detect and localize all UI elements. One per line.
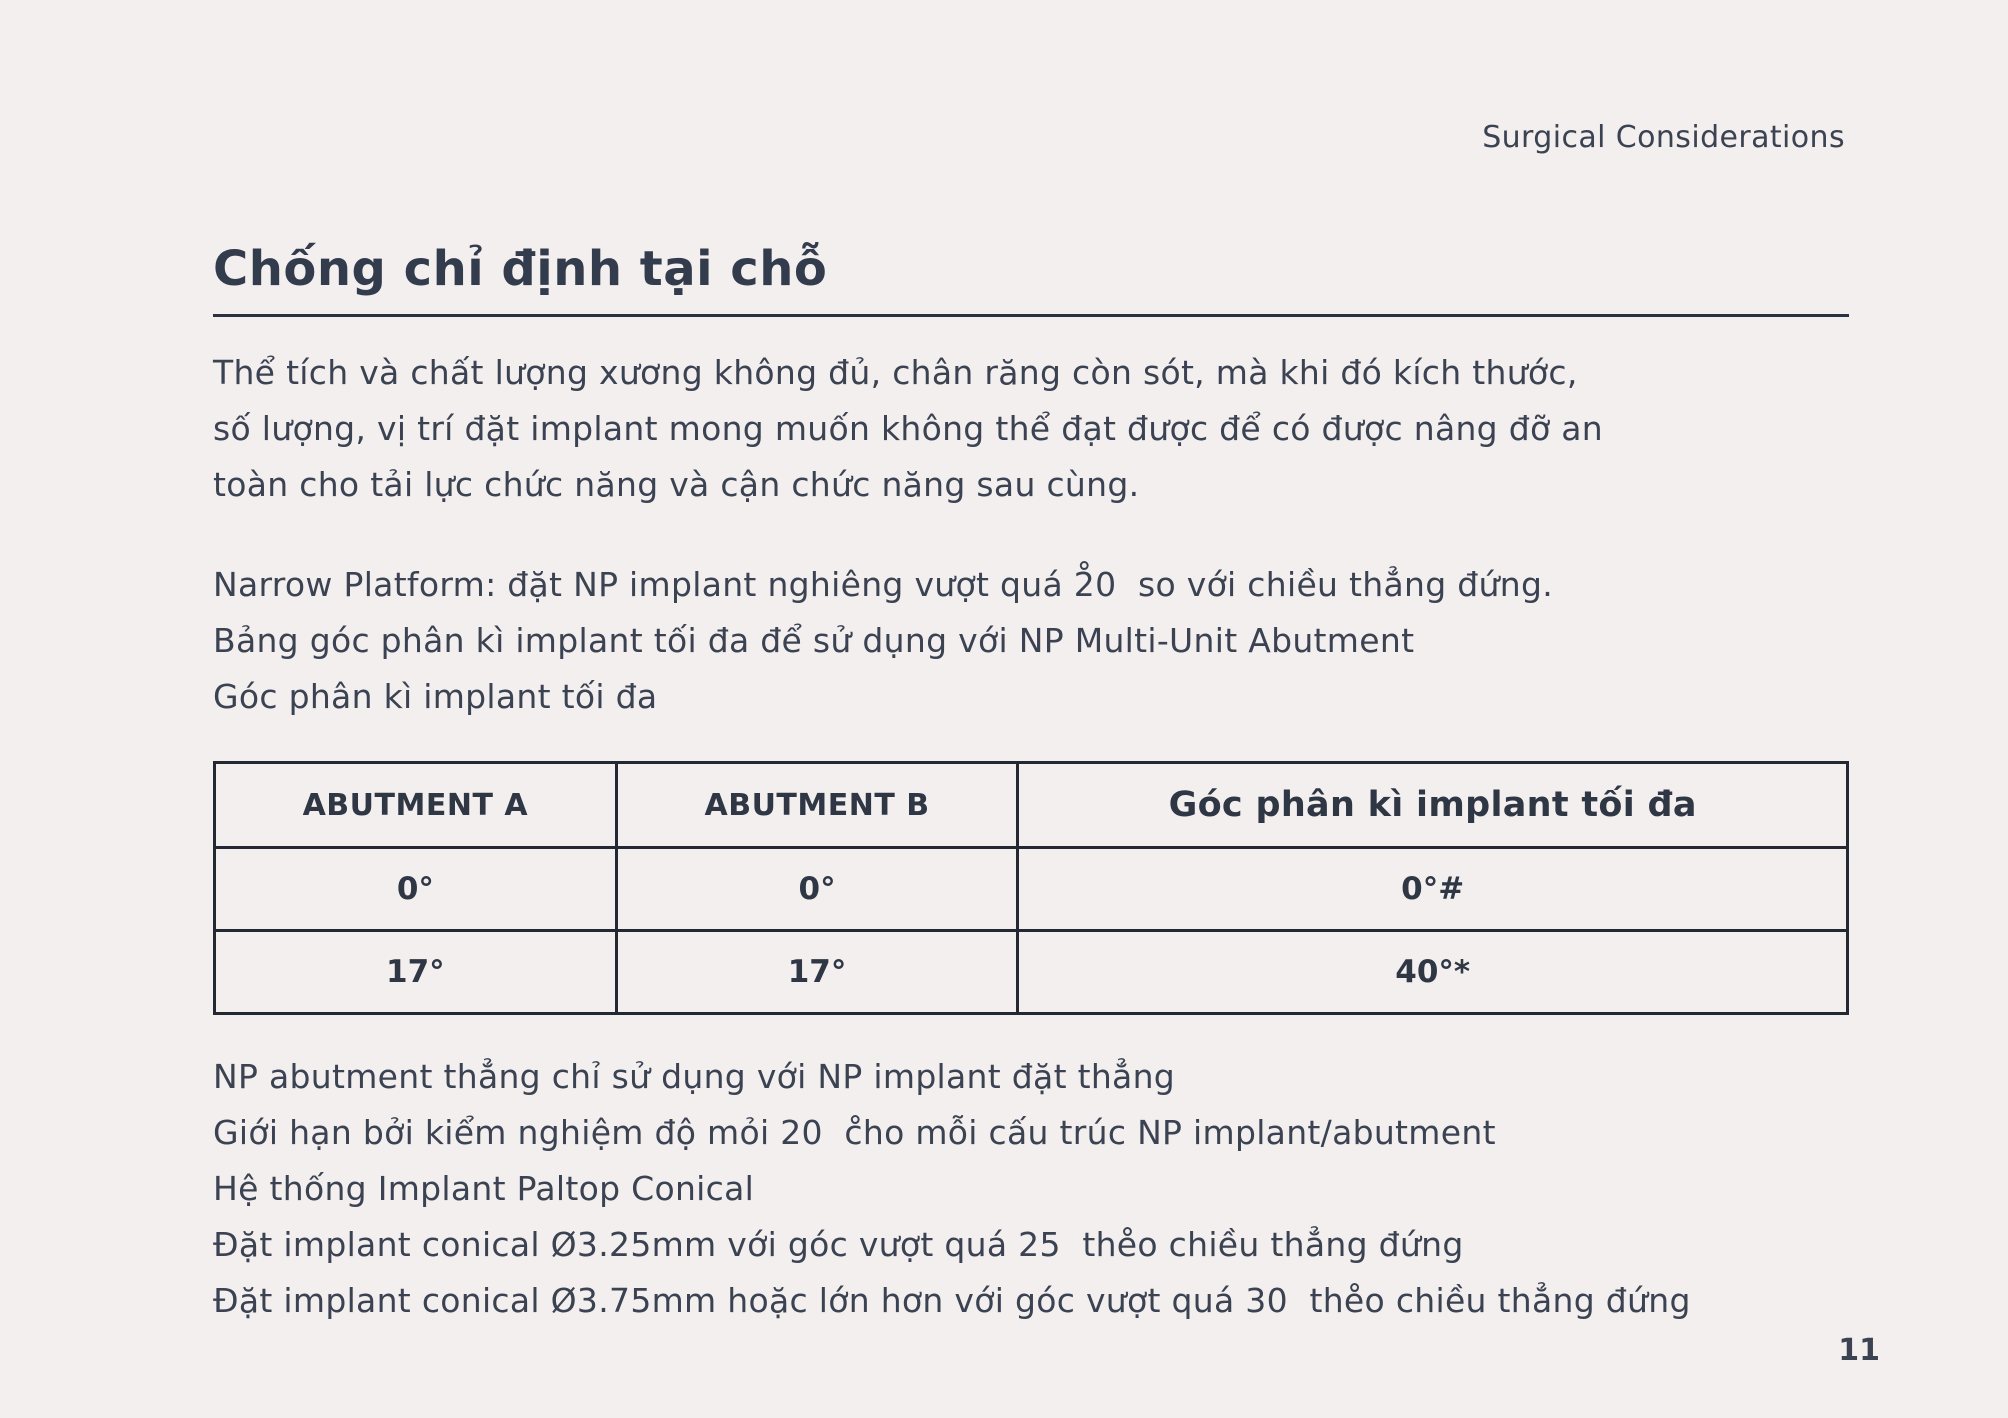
intro-line: số lượng, vị trí đặt implant mong muốn không thể đạt được để có được nâng đỡ an <box>213 409 1603 448</box>
platform-line: Narrow Platform: đặt NP implant nghiêng vượt quá 2̊0 so với chiều thẳng đứng. <box>213 565 1553 604</box>
note-line: Giới hạn bởi kiểm nghiệm độ mỏi 20 c̊ho mỗi cấu trúc NP implant/abutment <box>213 1113 1496 1152</box>
table-cell-max-angle: 40°* <box>1018 931 1848 1014</box>
table-cell-abutment-b: 17° <box>616 931 1018 1014</box>
table-header-abutment-b: ABUTMENT B <box>616 763 1018 848</box>
intro-line: Thể tích và chất lượng xương không đủ, chân răng còn sót, mà khi đó kích thước, <box>213 353 1578 392</box>
note-line: Đặt implant conical Ø3.75mm hoặc lớn hơn với góc vượt quá 30 the̊o chiều thẳng đứng <box>213 1281 1691 1320</box>
table-row <box>215 848 1848 931</box>
platform-line: Bảng góc phân kì implant tối đa để sử dụng với NP Multi-Unit Abutment <box>213 621 1415 660</box>
table-header-row <box>215 763 1848 848</box>
title-divider <box>213 314 1849 317</box>
table-row <box>215 931 1848 1014</box>
table-header-max-angle: Góc phân kì implant tối đa <box>1018 763 1848 848</box>
intro-paragraph <box>213 345 1849 513</box>
page-content <box>213 238 1849 1329</box>
intro-line: toàn cho tải lực chức năng và cận chức năng sau cùng. <box>213 465 1140 504</box>
table-header-abutment-a: ABUTMENT A <box>215 763 617 848</box>
table-cell-abutment-a: 17° <box>215 931 617 1014</box>
abutment-angle-table <box>213 761 1849 1015</box>
table-cell-abutment-a: 0° <box>215 848 617 931</box>
page-title: Chống chỉ định tại chỗ <box>213 241 828 297</box>
note-line: NP abutment thẳng chỉ sử dụng với NP implant đặt thẳng <box>213 1057 1176 1096</box>
notes-paragraph <box>213 1049 1849 1329</box>
platform-line: Góc phân kì implant tối đa <box>213 677 658 716</box>
running-header: Surgical Considerations <box>1482 120 1845 155</box>
note-line: Đặt implant conical Ø3.25mm với góc vượt quá 25 the̊o chiều thẳng đứng <box>213 1225 1464 1264</box>
note-line: Hệ thống Implant Paltop Conical <box>213 1169 755 1208</box>
page-number: 11 <box>1838 1333 1880 1368</box>
table-cell-max-angle: 0°# <box>1018 848 1848 931</box>
platform-paragraph <box>213 557 1849 725</box>
table-cell-abutment-b: 0° <box>616 848 1018 931</box>
